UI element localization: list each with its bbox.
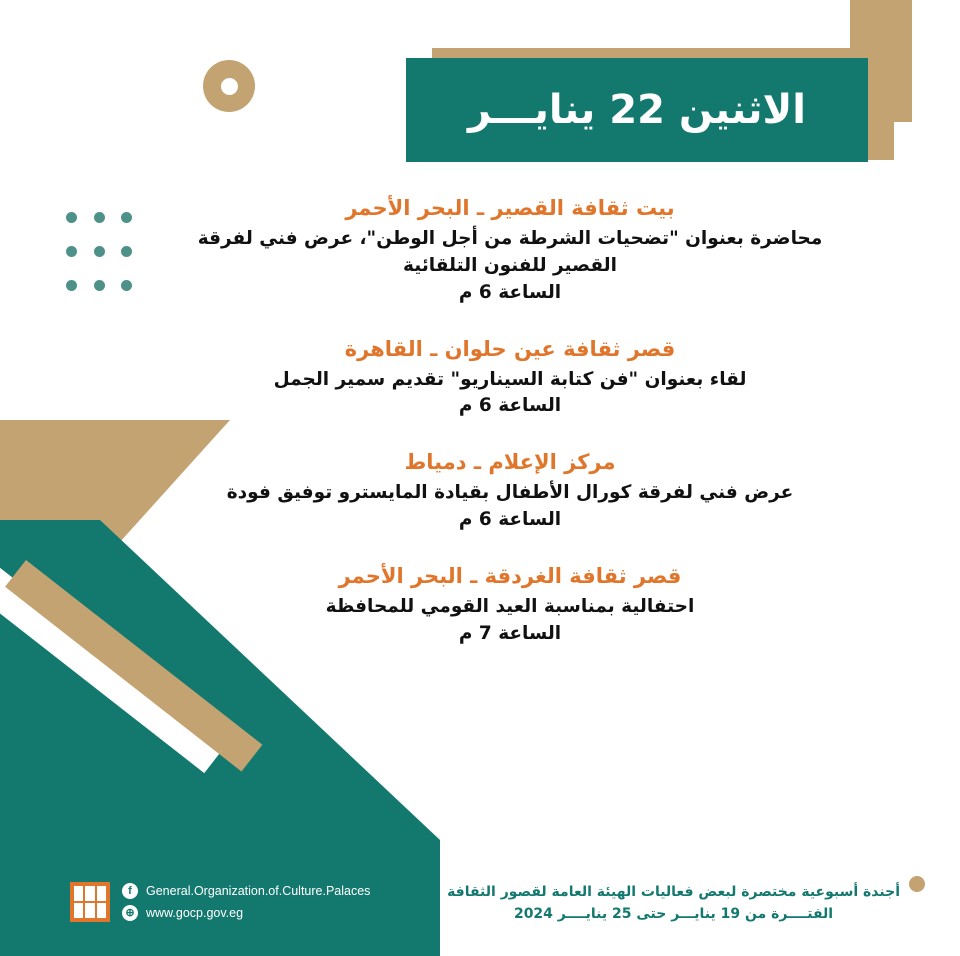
event-time: الساعة 6 م — [458, 281, 562, 303]
event-description: لقاء بعنوان "فن كتابة السيناريو" تقديم سمير الجمل — [273, 368, 747, 390]
list-item — [60, 196, 960, 303]
list-item — [60, 564, 960, 644]
event-time: الساعة 6 م — [458, 509, 562, 531]
facebook-icon: f — [122, 883, 138, 899]
footer-contact-block — [70, 882, 370, 922]
events-list — [60, 196, 960, 678]
date-title-banner — [406, 58, 868, 162]
organization-logo — [70, 882, 110, 922]
website-url: www.gocp.gov.eg — [146, 906, 244, 920]
date-title-text: الاثنين 22 ينايـــر — [468, 87, 806, 133]
event-venue: بيت ثقافة القصير ـ البحر الأحمر — [345, 196, 675, 220]
bottom-right-dot-decoration — [909, 876, 925, 892]
facebook-handle: General.Organization.of.Culture.Palaces — [146, 884, 371, 898]
ring-decoration-icon — [203, 60, 255, 112]
ring-hole — [221, 78, 238, 95]
event-description: عرض فني لفرقة كورال الأطفال بقيادة المايسترو توفيق فودة — [226, 482, 794, 504]
event-description: محاضرة بعنوان "تضحيات الشرطة من أجل الوطن"، عرض فني لفرقة القصير للفنون التلقائية — [197, 228, 823, 276]
event-venue: مركز الإعلام ـ دمياط — [404, 450, 616, 475]
list-item — [60, 450, 960, 530]
globe-icon: ⊕ — [122, 905, 138, 921]
event-description: احتفالية بمناسبة العيد القومي للمحافظة — [325, 596, 695, 618]
event-time: الساعة 6 م — [458, 395, 562, 417]
footer-note-line1: أجندة أسبوعية مختصرة لبعض فعاليات الهيئة العامة لقصور الثقافة — [447, 884, 900, 900]
event-venue: قصر ثقافة الغردقة ـ البحر الأحمر — [338, 564, 682, 589]
website-link[interactable] — [122, 905, 370, 921]
event-time: الساعة 7 م — [458, 623, 562, 645]
list-item — [60, 337, 960, 417]
event-venue: قصر ثقافة عين حلوان ـ القاهرة — [344, 336, 676, 361]
footer-links — [122, 883, 370, 921]
footer-note-line2: الفتــــرة من 19 ينايـــر حتى 25 ينايــــر 2024 — [513, 906, 834, 922]
facebook-link[interactable] — [122, 883, 370, 899]
footer-note — [447, 884, 900, 922]
